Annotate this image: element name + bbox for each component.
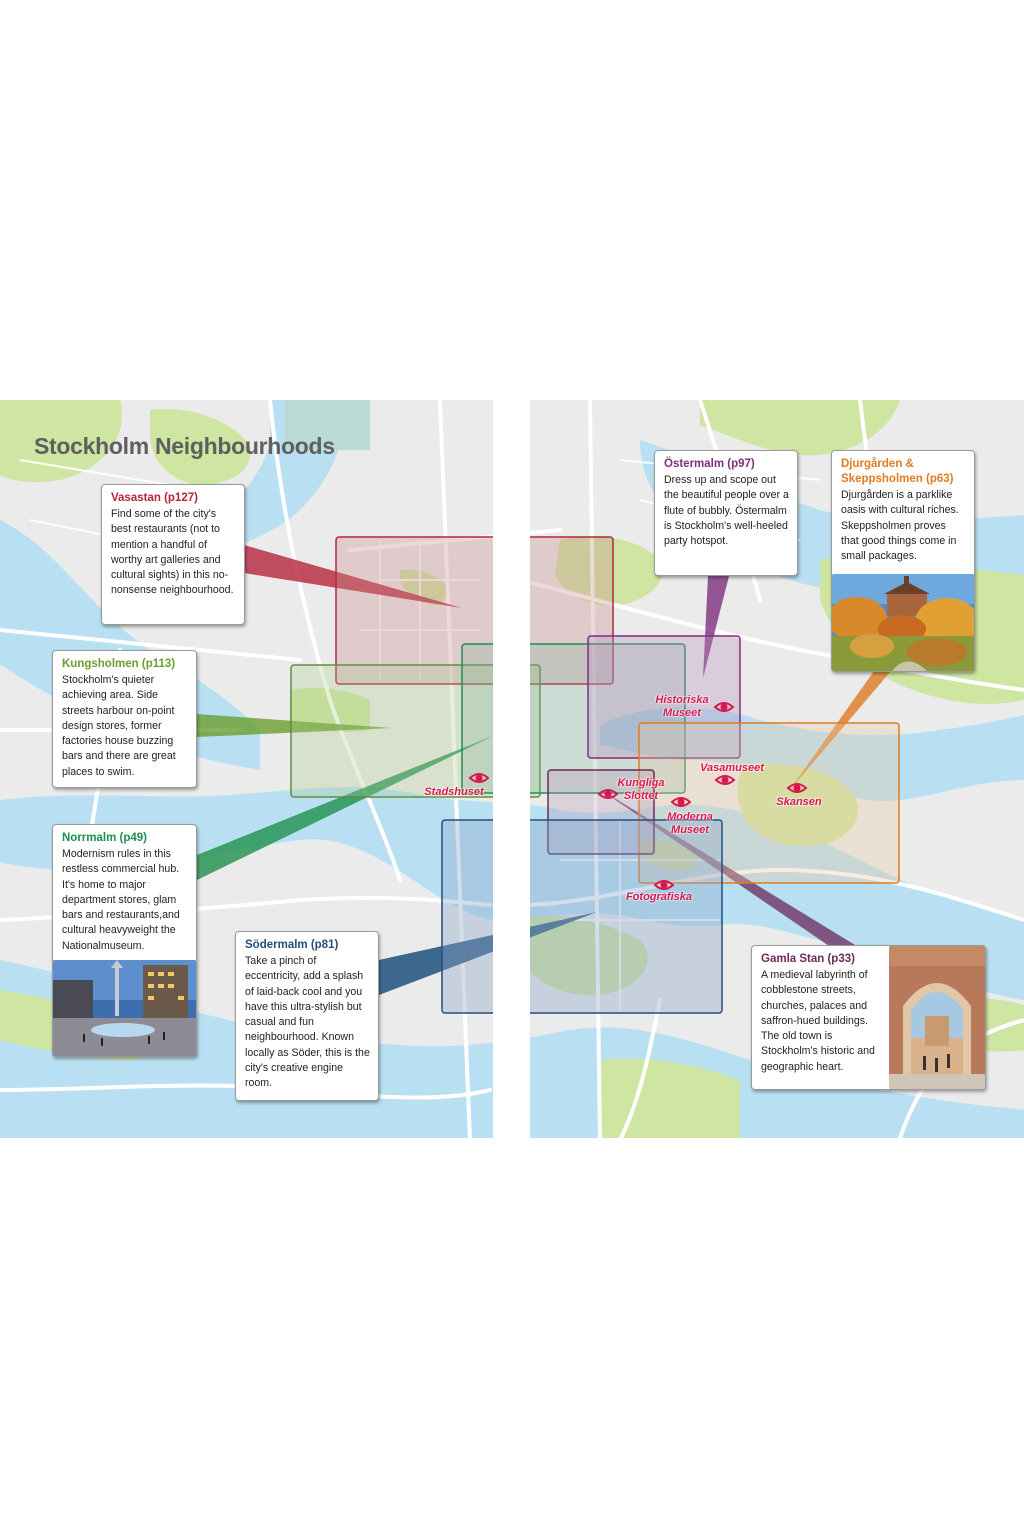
kungsholmen-card bbox=[52, 650, 197, 788]
sodermalm-area bbox=[442, 820, 722, 1013]
djurgarden-text: Djurgården is a parklike oasis with cultural riches. Skeppsholmen proves that good things come in small packages. bbox=[841, 489, 959, 563]
gamlastan-photo bbox=[889, 946, 985, 1089]
sight-kungliga: Kungliga Slottet bbox=[617, 777, 665, 802]
sight-stadshuset: Stadshuset bbox=[424, 786, 484, 798]
ostermalm-text: Dress up and scope out the beautiful people over a flute of bubbly. Östermalm is Stockholm's well-heeled party hotspot. bbox=[664, 474, 789, 548]
sodermalm-text: Take a pinch of eccentricity, add a splash of laid-back cool and you have this ultra-stylish but casual and fun neighbourhood. Known locally as Söder, this is the city's creative engine room. bbox=[245, 955, 370, 1090]
gamlastan-text: A medieval labyrinth of cobblestone streets, churches, palaces and saffron-hued buildings. The old town is Stockholm's historic and geographic heart. bbox=[761, 969, 875, 1073]
ostermalm-heading: Östermalm (p97) bbox=[664, 458, 755, 470]
kungsholmen-heading: Kungsholmen (p113) bbox=[62, 658, 176, 670]
vasastan-card bbox=[101, 484, 245, 625]
norrmalm-text: Modernism rules in this restless commercial hub. It's home to major department stores, glam bars and restaurants,and cultural heavyweight the Nationalmuseum. bbox=[62, 848, 180, 952]
vasastan-heading: Vasastan (p127) bbox=[111, 492, 198, 504]
gamlastan-heading: Gamla Stan (p33) bbox=[761, 953, 855, 965]
vasastan-text: Find some of the city's best restaurants (not to mention a handful of worthy art galleries and cultural sights) in this no-nonsense neighbourhood. bbox=[111, 508, 234, 597]
sight-vasamuseet: Vasamuseet bbox=[700, 762, 764, 774]
sodermalm-card bbox=[235, 931, 379, 1101]
djurgarden-heading: Djurgården & Skeppsholmen (p63) bbox=[841, 458, 954, 485]
sight-fotografiska: Fotografiska bbox=[625, 891, 692, 903]
map-spread bbox=[0, 400, 1024, 1138]
sight-skansen: Skansen bbox=[776, 796, 822, 808]
sodermalm-heading: Södermalm (p81) bbox=[245, 939, 339, 951]
kungsholmen-text: Stockholm's quieter achieving area. Side streets harbour on-point design stores, former factories house buzzing bars and there are great places to swim. bbox=[62, 674, 176, 778]
norrmalm-heading: Norrmalm (p49) bbox=[62, 832, 147, 844]
ostermalm-card bbox=[654, 450, 798, 576]
page-gutter bbox=[493, 400, 530, 1138]
sight-historiska: Historiska Museet bbox=[655, 694, 709, 719]
sight-moderna: Moderna Museet bbox=[667, 811, 713, 836]
djurgarden-photo bbox=[832, 574, 974, 671]
page-title: Stockholm Neighbourhoods bbox=[34, 433, 335, 459]
norrmalm-photo bbox=[53, 960, 196, 1056]
